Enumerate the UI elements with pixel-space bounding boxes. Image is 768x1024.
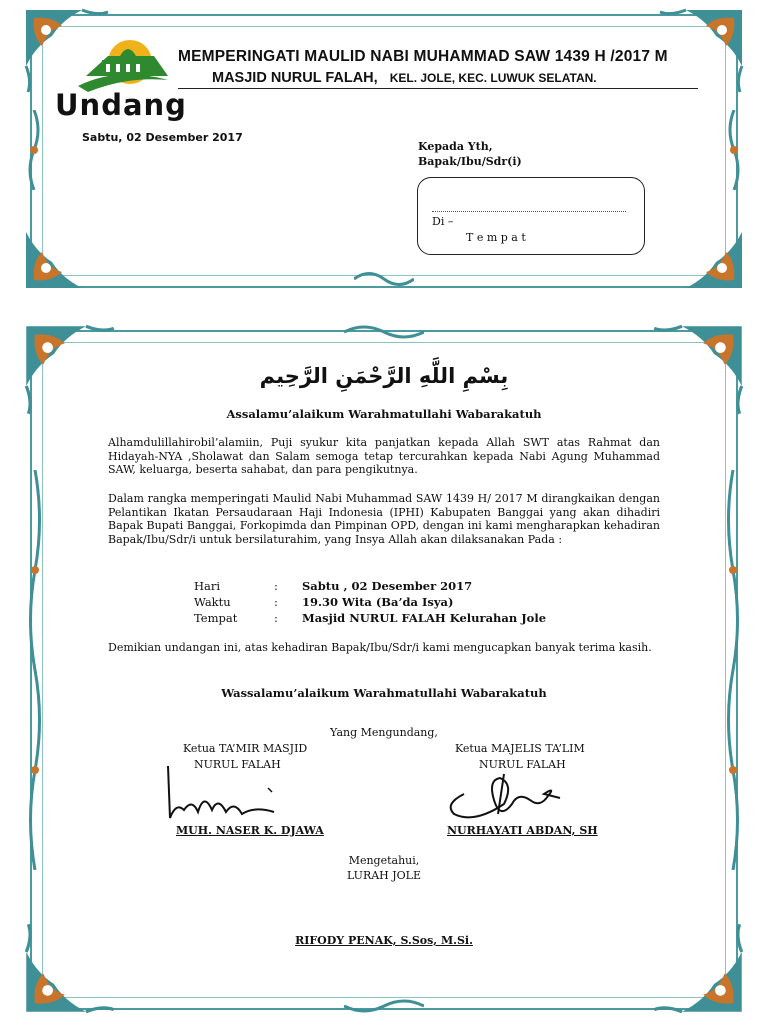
ornament-letter-side-left <box>24 470 46 870</box>
closing-greeting: Wassalamu’alaikum Warahmatullahi Wabarakatuh <box>221 686 547 700</box>
left-signature <box>162 762 312 824</box>
mosque-name: MASJID NURUL FALAH, <box>212 70 378 86</box>
header-date: Sabtu, 02 Desember 2017 <box>82 131 243 144</box>
ornament-letter-top-center <box>344 322 424 342</box>
right-signature <box>444 764 574 824</box>
lurah-name: RIFODY PENAK, S.Sos, M.Si. <box>295 934 473 947</box>
paragraph-1: Alhamdulillahirobil’alamiin, Puji syukur kita panjatkan kepada Allah SWT atas Rahmat dan Hidayah-NYA ,Sholawat dan Salam semoga tetap tercurahkan kepada Nabi Agung Muhammad SAW, keluarga, beserta sahabat, dan para pengikutnya. <box>108 436 660 477</box>
mosque-location: KEL. JOLE, KEC. LUWUK SELATAN. <box>389 71 597 85</box>
ornament-corner-letter-top-right <box>650 322 746 418</box>
address-dotted-line <box>432 211 626 212</box>
detail-row-tempat <box>194 610 546 626</box>
event-details <box>194 578 546 626</box>
header-title-line2 <box>212 70 702 86</box>
mosque-logo <box>68 36 178 96</box>
address-box <box>417 177 645 255</box>
detail-sep: : <box>274 595 278 609</box>
detail-label: Tempat <box>194 611 238 625</box>
opening-greeting: Assalamu’alaikum Warahmatullahi Wabarakatuh <box>226 407 542 421</box>
address-di: Di – <box>432 215 454 228</box>
header-title-line1: MEMPERINGATI MAULID NABI MUHAMMAD SAW 1439 H /2017 M <box>178 48 668 65</box>
right-signatory-name: NURHAYATI ABDAN, SH <box>447 824 598 837</box>
paragraph-3: Demikian undangan ini, atas kehadiran Bapak/Ibu/Sdr/i kami mengucapkan banyak terima kasih. <box>108 641 652 654</box>
ornament-corner-bottom-right <box>656 202 746 292</box>
left-role-line1: Ketua TA’MIR MASJID <box>183 742 308 755</box>
acknowledgement-office: LURAH JOLE <box>346 869 422 882</box>
recipient-heading-line1: Kepada Yth, <box>418 140 493 153</box>
right-role-line1: Ketua MAJELIS TA’LIM <box>455 742 585 755</box>
letter-frame <box>30 330 738 1010</box>
basmala-calligraphy: بِسْمِ اللَّهِ الرَّحْمَنِ الرَّحِيم <box>259 364 509 388</box>
header-rule <box>178 88 698 89</box>
address-tempat: T e m p a t <box>466 231 526 244</box>
detail-value: Masjid NURUL FALAH Kelurahan Jole <box>302 611 547 625</box>
recipient-heading-line2: Bapak/Ibu/Sdr(i) <box>418 155 522 168</box>
ornament-corner-letter-bottom-right <box>650 920 746 1016</box>
ornament-side-right <box>724 110 744 190</box>
ornament-bottom-center <box>354 268 414 290</box>
ornament-letter-side-right <box>722 470 744 870</box>
detail-label: Hari <box>194 579 221 593</box>
ornament-side-left <box>24 110 44 190</box>
detail-row-hari <box>194 578 546 594</box>
ornament-corner-letter-bottom-left <box>22 920 118 1016</box>
paragraph-2: Dalam rangka memperingati Maulid Nabi Muhammad SAW 1439 H/ 2017 M dirangkaikan dengan Pelantikan Ikatan Persaudaraan Haji Indonesia (IPHI) Kabupaten Banggai yang akan dihadiri Bapak Bupati Banggai, Forkopimda dan Pimpinan OPD, dengan ini kami mengharapkan kehadiran Bapak/Ibu/Sdr/i untuk bersilaturahim, yang Insya Allah akan dilaksanakan Pada : <box>108 492 660 546</box>
ornament-letter-bottom-center <box>344 996 424 1016</box>
left-signatory-name: MUH. NASER K. DJAWA <box>176 824 324 837</box>
detail-value: Sabtu , 02 Desember 2017 <box>302 579 473 593</box>
acknowledgement-label: Mengetahui, <box>348 854 420 867</box>
right-role-line2: NURUL FALAH <box>479 758 566 771</box>
ornament-corner-bottom-left <box>22 202 112 292</box>
ornament-corner-letter-top-left <box>22 322 118 418</box>
inviter-label: Yang Mengundang, <box>330 726 438 739</box>
left-role-line2: NURUL FALAH <box>194 758 281 771</box>
detail-sep: : <box>274 579 278 593</box>
detail-label: Waktu <box>194 595 231 609</box>
detail-value: 19.30 Wita (Ba’da Isya) <box>302 595 454 609</box>
invitation-title: Undang <box>55 88 187 122</box>
detail-sep: : <box>274 611 278 625</box>
detail-row-waktu <box>194 594 546 610</box>
